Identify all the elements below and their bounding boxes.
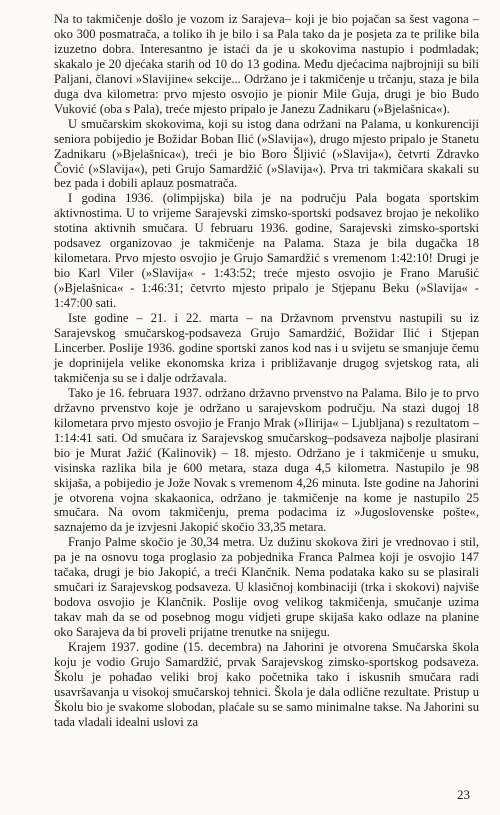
paragraph-6: Franjo Palme skočio je 30,34 metra. Uz dužinu skokova žiri je vrednovao i stil, pa je na osnovu toga proglasio za pobjednika Franca Palmea koji je osvojio 147 tačaka, drugi je bio Jakopić, a treći Klančnik. Nema podataka kako su se plasirali smučari iz Sarajevskog podsaveza. U klasičnoj kombinaciji (trka i skokovi) najviše bodova osvojio je Klančnik. Poslije ovog velikog takmičenja, smučanje uzima takav mah da se od posebnog mogu vidjeti grupe skijaša kako odlaze na planine oko Sarajeva da bi proveli prijatne trenutke na snijegu. [54,535,479,640]
paragraph-3: I godina 1936. (olimpijska) bila je na području Pala bogata sportskim aktivnostima. U to vrijeme Sarajevski zimsko-sportski podsavez brojao je nekoliko stotina aktivnih smučara. U februaru 1936. godine, Sarajevski zimsko-sportski podsavez organizovao je takmičenje na Palama. Staza je bila dugačka 18 kilometara. Prvo mjesto osvojio je Grujo Samardžić s vremenom 1:42:10! Drugi je bio Karl Viler (»Slavija« - 1:43:52; treće mjesto osvojio je Frano Marušić (»Bjelašnica« - 1:46:31; četvrto mjesto pripalo je Stjepanu Beku (»Slavija« - 1:47:00 sati. [54,191,479,311]
paragraph-7: Krajem 1937. godine (15. decembra) na Jahorini je otvorena Smučarska škola koju je vodio Grujo Samardžić, prvak Sarajevskog zimsko-sportskog podsaveza. Školu je pohađao veliki broj kako početnika tako i iskusnih smučara radi usavršavanja u visokoj smučarskoj tehnici. Škola je dala odlične rezultate. Pristup u Školu bio je svakome slobodan, plaćale su se samo minimalne takse. Na Jahorini su tada vladali idealni uslovi za [54,640,479,729]
paragraph-2: U smučarskim skokovima, koji su istog dana održani na Palama, u konkurenciji seniora pobijedio je Božidar Boban Ilić (»Slavija«), drugo mjesto pripalo je Stanetu Zadnikaru (»Bjelašnica«), treći je bio Boro Šljivić (»Slavija«), četvrti Zdravko Čović (»Slavija«), peti Grujo Samardžić (»Slavija«). Prva tri takmičara skakali su bez pada i dobili aplauz posmatrača. [54,116,479,191]
body-text [54,12,479,730]
paragraph-5: Tako je 16. februara 1937. održano državno prvenstvo na Palama. Bilo je to prvo državno prvenstvo koje je održano u sarajevskom području. Na stazi dugoj 18 kilometara prvo mjesto osvojio je Franjo Mrak (»Ilirija« – Ljubljana) s rezultatom – 1:14:41 sati. Od smučara iz Sarajevskog smučarskog–podsaveza najbolje plasirani bio je Murat Jažić (Kalinovik) – 18. mjesto. Održano je i takmičenje u smuku, visinska razlika bila je 600 metara, staza duga 4,5 kilometra. Nastupilo je 98 skijaša, a pobijedio je Jože Novak s vremenom 4,26 minuta. Iste godine na Jahorini je otvorena vojna skakaonica, održano je takmičenje na kome je nastupilo 25 smučara. Na ovom takmičenju, prema podacima iz »Jugoslovenske pošte«, saznajemo da je izvjesni Jakopić skočio 33,35 metara. [54,385,479,535]
paragraph-1: Na to takmičenje došlo je vozom iz Sarajeva– koji je bio pojačan sa šest vagona – oko 300 posmatrača, a toliko ih je bilo i sa Pala tako da je posjeta za te prilike bila izuzetno dobra. Interesantno je istaći da je u skokovima nastupio i podmladak; skakalo je 20 djećaka starih od 10 do 13 godina. Među djećacima najbrojniji su bili Paljani, članovi »Slavijine« sekcije... Održano je i takmičenje u trčanju, staza je bila duga dva kilometra: prvo mjesto osvojio je pionir Mile Guja, drugi je bio Budo Vuković (oba s Pala), treće mjesto pripalo je Janezu Zadnikaru (»Bjelašnica«). [54,12,479,116]
page-number: 23 [457,787,470,802]
paragraph-4: Iste godine – 21. i 22. marta – na Državnom prvenstvu nastupili su iz Sarajevskog smučarskog-podsaveza Grujo Samardžić, Božidar Ilić i Stjepan Lincerber. Poslije 1936. godine sportski zanos kod nas i u svijetu se smanjuje čemu je doprinijela velike ekonomska kriza i približavanje drugog svjetskog rata, ali takmičenja su se i dalje održavala. [54,311,479,385]
